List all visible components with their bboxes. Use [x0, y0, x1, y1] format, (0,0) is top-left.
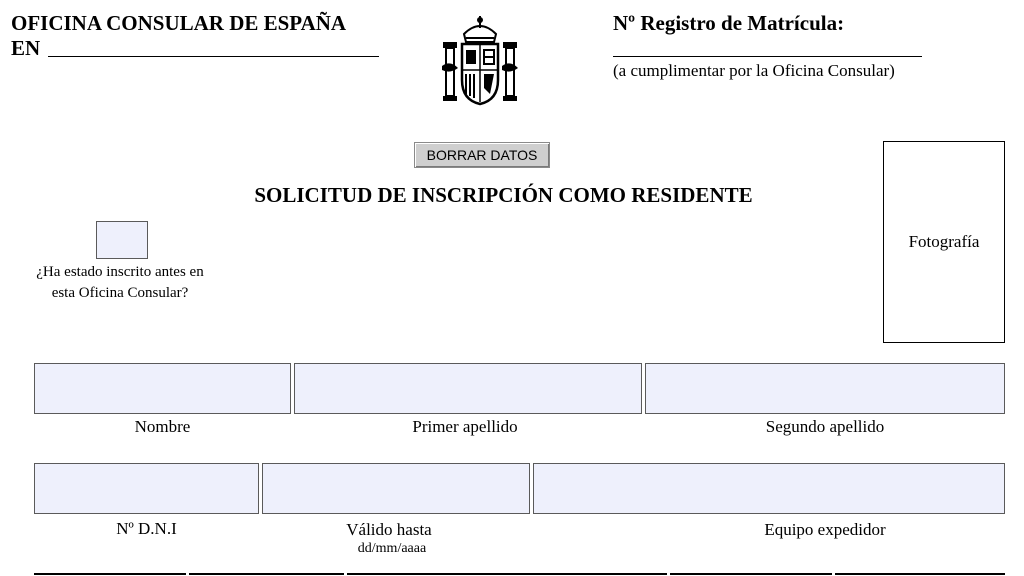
- clear-data-button[interactable]: BORRAR DATOS: [414, 142, 550, 168]
- consular-office-en-label: EN: [11, 36, 41, 60]
- consular-office-title: OFICINA CONSULAR DE ESPAÑA: [11, 11, 347, 35]
- registry-number-line: [613, 56, 922, 57]
- dni-field[interactable]: [34, 463, 259, 514]
- form-title: SOLICITUD DE INSCRIPCIÓN COMO RESIDENTE: [254, 183, 753, 207]
- equipo-expedidor-field[interactable]: [533, 463, 1005, 514]
- photo-label: Fotografía: [908, 232, 980, 251]
- valido-hasta-field[interactable]: [262, 463, 530, 514]
- coat-of-arms-icon: [440, 14, 520, 108]
- next-row-field-edge: [189, 573, 344, 575]
- date-format-hint: dd/mm/aaaa: [357, 541, 427, 556]
- nombre-label: Nombre: [134, 417, 191, 436]
- primer-apellido-field[interactable]: [294, 363, 642, 414]
- previous-registration-label: [10, 262, 230, 304]
- consular-office-location-line: [48, 56, 379, 57]
- registry-number-title: Nº Registro de Matrícula:: [613, 11, 845, 35]
- next-row-field-edge: [34, 573, 186, 575]
- previous-registration-label-line1: ¿Ha estado inscrito antes en: [36, 264, 204, 280]
- segundo-apellido-label: Segundo apellido: [765, 417, 885, 436]
- segundo-apellido-field[interactable]: [645, 363, 1005, 414]
- nombre-field[interactable]: [34, 363, 291, 414]
- next-row-field-edge: [670, 573, 832, 575]
- primer-apellido-label: Primer apellido: [412, 417, 518, 436]
- equipo-expedidor-label: Equipo expedidor: [764, 520, 886, 539]
- next-row-field-edge: [835, 573, 1005, 575]
- photo-box: [883, 141, 1005, 343]
- previous-registration-field[interactable]: [96, 221, 148, 259]
- valido-hasta-label: Válido hasta: [346, 520, 432, 539]
- previous-registration-label-line2: esta Oficina Consular?: [51, 285, 189, 301]
- next-row-field-edge: [347, 573, 667, 575]
- dni-label: Nº D.N.I: [116, 519, 177, 538]
- registry-number-note: (a cumplimentar por la Oficina Consular): [613, 61, 895, 80]
